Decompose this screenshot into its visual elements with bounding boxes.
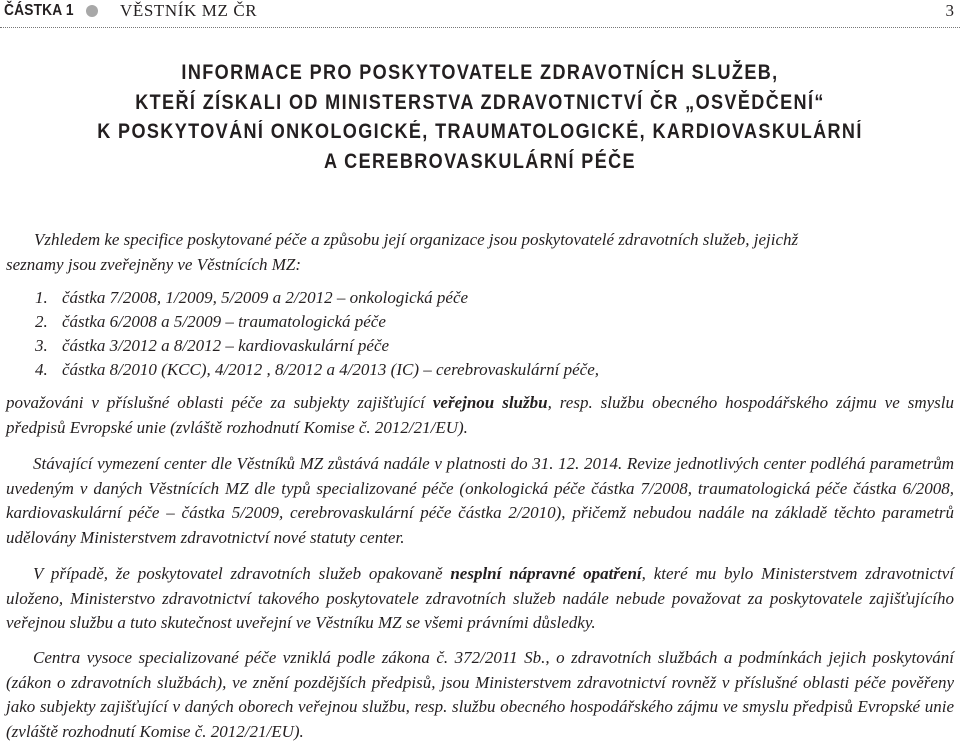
title-line: INFORMACE PRO POSKYTOVATELE ZDRAVOTNÍCH SLUŽEB, — [181, 61, 779, 84]
intro-paragraph — [6, 227, 958, 277]
paragraph-specialized-centers — [6, 646, 954, 744]
list-text: částka 3/2012 a 8/2012 – kardiovaskulární péče — [62, 336, 390, 355]
journal-name: VĚSTNÍK MZ ČR — [120, 1, 258, 20]
paragraph-text: Stávající vymezení center dle Věstníků MZ zůstává nadále v platnosti do 31. 12. 2014. Revize jednotlivých center podléhá parametrům uvedeným v daných Věstnících MZ dle typů specializované péče (onkologická péče částka 7/2008, traumatologická péče částka 6/2008, kardiovaskulární péče – částka 5/2009, cerebrovaskulární péče částka 2/2010), přičemž nebudou nadále na základě těchto parametrů udělovány Ministerstvem zdravotnictví nové statuty center. — [6, 454, 954, 547]
title-line: A CEREBROVASKULÁRNÍ PÉČE — [324, 149, 636, 173]
list-number: 4. — [35, 360, 48, 379]
intro-line: Vzhledem ke specifice poskytované péče a způsobu její organizace jsou poskytovatelé zdravotních služeb, jejichž — [34, 230, 799, 249]
list-number: 1. — [35, 288, 48, 307]
list-item — [35, 358, 935, 382]
paragraph-text: V případě, že poskytovatel zdravotních služeb opakovaně — [33, 564, 451, 583]
paragraph-public-service — [6, 391, 954, 440]
paragraph-text: považováni v příslušné oblasti péče za subjekty zajišťující — [6, 393, 433, 412]
page-number: 3 — [945, 1, 954, 20]
intro-line: seznamy jsou zveřejněny ve Věstnících MZ: — [6, 255, 302, 274]
paragraph-text: , které mu bylo Ministerstvem zdravotnictví uloženo, Ministerstvo zdravotnictví takového poskytovatele zdravotních služeb nadále nebude považovat za poskytovatele zajišťujícího veřejnou službu a tuto skutečnost uveřejní ve Věstníku MZ se všemi právními důsledky. — [6, 564, 954, 633]
paragraph-remedial-measures — [6, 562, 954, 636]
paragraph-text: Centra vysoce specializované péče vzniklá podle zákona č. 372/2011 Sb., o zdravotních službách a podmínkách jejich poskytování (zákon o zdravotních službách), ve znění pozdějších předpisů, jsou Ministerstvem zdravotnictví rovněž v příslušné oblasti péče pověřeny jako subjekty zajišťující v daných oborech veřejnou službu, resp. službu obecného hospodářského zájmu ve smyslu předpisů Evropské unie (zvláště rozhodnutí Komise č. 2012/21/EU). — [6, 648, 954, 741]
list-text: částka 6/2008 a 5/2009 – traumatologická péče — [62, 312, 386, 331]
list-item — [35, 286, 935, 310]
title-line: KTEŘÍ ZÍSKALI OD MINISTERSTVA ZDRAVOTNICTVÍ ČR „OSVĚDČENÍ“ — [135, 90, 825, 114]
list-item — [35, 334, 935, 358]
page-header — [0, 0, 960, 24]
emphasis-text: veřejnou službu — [432, 393, 548, 412]
bulletin-list — [35, 286, 935, 382]
header-divider — [0, 27, 960, 28]
list-item — [35, 310, 935, 334]
issue-label: ČÁSTKA 1 — [4, 2, 74, 19]
emphasis-text: nesplní nápravné opatření — [450, 564, 642, 583]
list-text: částka 7/2008, 1/2009, 5/2009 a 2/2012 – onkologická péče — [62, 288, 469, 307]
document-title — [0, 58, 960, 176]
paragraph-validity — [6, 452, 954, 550]
list-number: 3. — [35, 336, 48, 355]
list-text: částka 8/2010 (KCC), 4/2012 , 8/2012 a 4/2013 (IC) – cerebrovaskulární péče, — [62, 360, 599, 379]
paragraph-text: , resp. službu obecného hospodářského zájmu ve smyslu předpisů Evropské unie (zvláště rozhodnutí Komise č. 2012/21/EU). — [6, 393, 954, 437]
bullet-dot-icon — [86, 5, 98, 17]
title-line: K POSKYTOVÁNÍ ONKOLOGICKÉ, TRAUMATOLOGICKÉ, KARDIOVASKULÁRNÍ — [97, 120, 863, 143]
list-number: 2. — [35, 312, 48, 331]
